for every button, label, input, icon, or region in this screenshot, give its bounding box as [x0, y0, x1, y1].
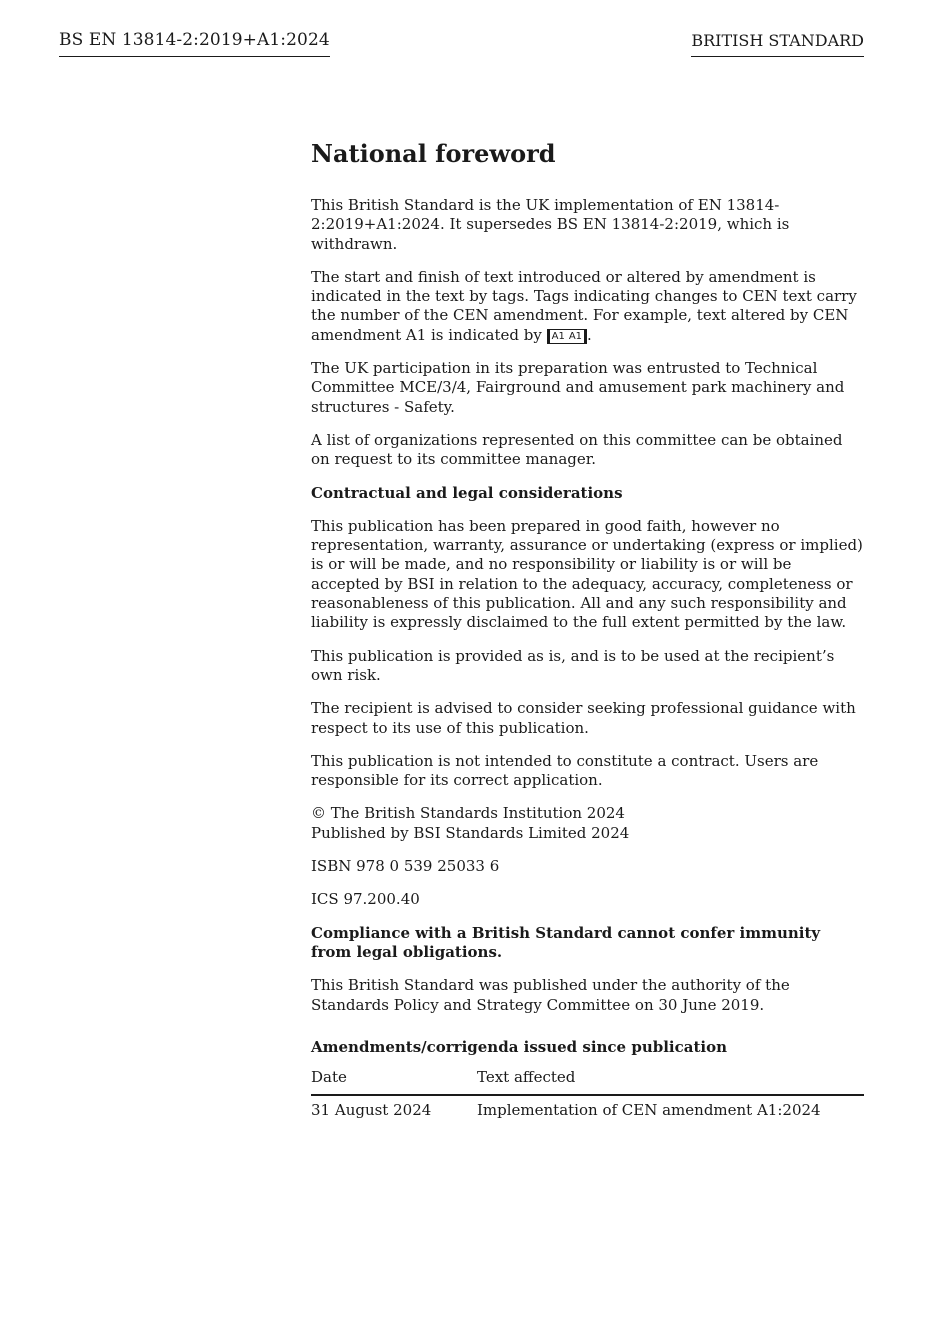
amendment-close-tag-icon: A1: [567, 329, 587, 344]
compliance-statement: Compliance with a British Standard cannot confer immunity from legal obligations.: [311, 923, 821, 961]
amendment-text-affected: Implementation of CEN amendment A1:2024: [477, 1101, 821, 1120]
isbn: ISBN 978 0 539 25033 6: [311, 857, 500, 876]
column-header-text-affected: Text affected: [477, 1068, 864, 1095]
amendments-table: [311, 1068, 864, 1119]
copyright-block: [311, 804, 864, 843]
published-line: Published by BSI Standards Limited 2024: [311, 823, 630, 842]
amendment-tags-end: .: [587, 325, 592, 344]
paragraph-implementation: This British Standard is the UK implementation of EN 13814-2:2019+A1:2024. It supersedes BS EN 13814-2:2019, which is withdrawn.: [311, 196, 790, 253]
amendments-title: Amendments/corrigenda issued since publication: [311, 1037, 727, 1056]
paragraph-not-contract: This publication is not intended to constitute a contract. Users are responsible for its correct application.: [311, 751, 819, 790]
page-title: National foreword: [311, 139, 556, 168]
amendments-header-row: [311, 1068, 864, 1095]
heading-contractual: Contractual and legal considerations: [311, 483, 623, 502]
column-header-date: Date: [311, 1068, 477, 1095]
amendment-open-tag-icon: A1: [547, 329, 567, 344]
header-document-id: BS EN 13814-2:2019+A1:2024: [59, 30, 330, 57]
amendment-date: 31 August 2024: [311, 1101, 432, 1120]
paragraph-amendment-tags: [311, 268, 864, 345]
header-series-label: BRITISH STANDARD: [691, 31, 864, 57]
amendment-tags-text: The start and finish of text introduced or altered by amendment is indicated in the text by tags. Tags indicating changes to CEN text carry the number of the CEN amendment. For example, text altered by CEN amendment A1 is indicated by: [311, 267, 857, 344]
foreword-content: [311, 138, 864, 1119]
ics: ICS 97.200.40: [311, 890, 420, 909]
copyright-line: © The British Standards Institution 2024: [311, 804, 625, 823]
paragraph-own-risk: This publication is provided as is, and is to be used at the recipient’s own risk.: [311, 646, 835, 684]
paragraph-organizations: A list of organizations represented on this committee can be obtained on request to its committee manager.: [311, 430, 843, 469]
paragraph-guidance: The recipient is advised to consider seeking professional guidance with respect to its use of this publication.: [311, 699, 856, 737]
paragraph-good-faith: This publication has been prepared in good faith, however no representation, warranty, assurance or undertaking (express or implied) is or will be made, and no responsibility or liability is or will be accepted by BSI in relation to the adequacy, accuracy, completeness or reasonableness of this publication. All and any such responsibility and liability is expressly disclaimed to the full extent permitted by the law.: [311, 516, 863, 632]
paragraph-committee: The UK participation in its preparation was entrusted to Technical Committee MCE/3/4, Fairground and amusement park machinery and structures - Safety.: [311, 359, 845, 416]
paragraph-authority: This British Standard was published under the authority of the Standards Policy and Strategy Committee on 30 June 2019.: [311, 976, 790, 1014]
table-row: [311, 1095, 864, 1119]
